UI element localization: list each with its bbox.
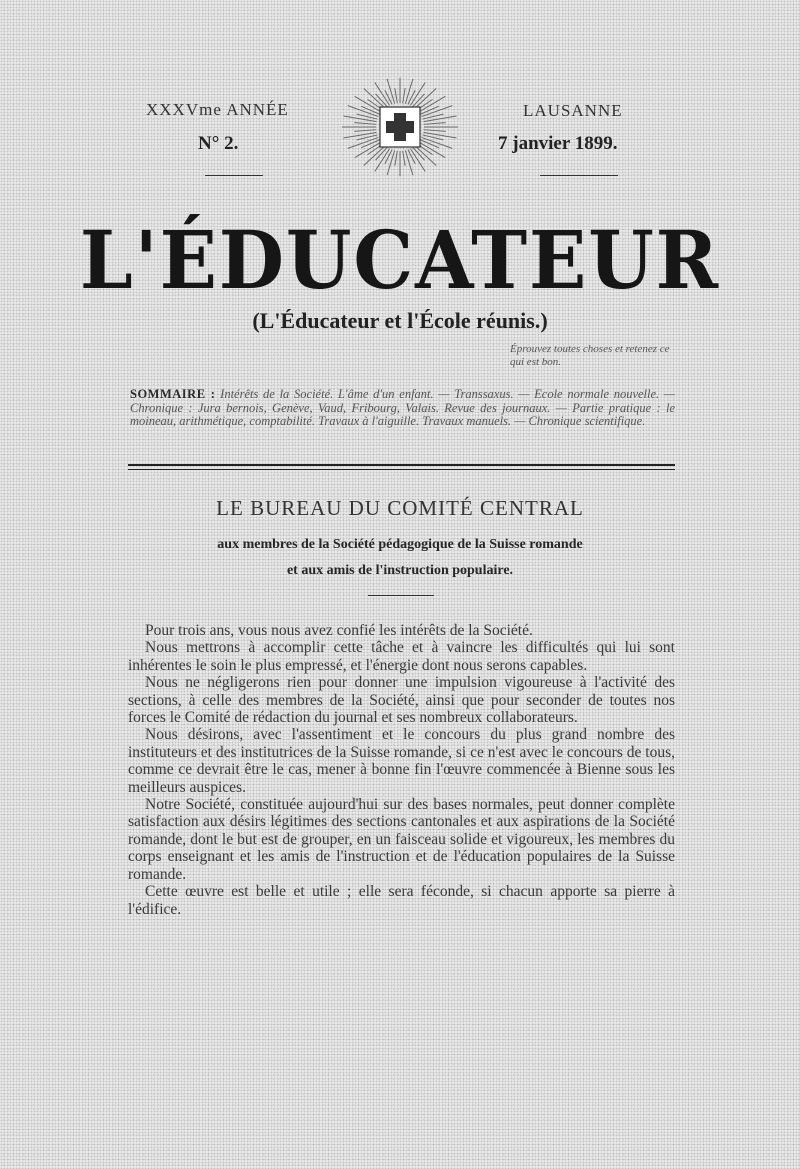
volume-year: XXXVme ANNÉE [146,100,289,119]
section-divider [128,464,675,470]
swiss-cross-sunburst-icon [330,68,470,188]
issue-date: 7 janvier 1899. [498,133,618,154]
article-heading: LE BUREAU DU COMITÉ CENTRAL [216,496,584,520]
paragraph: Nous ne négligerons rien pour donner une impulsion vigoureuse à l'activité des sections, à celle des membres de la Société, ainsi que pour seconder de toutes nos forces le Comité de rédaction du journal et ses nombreux collaborateurs. [128,674,675,727]
article-subheading-line-2: et aux amis de l'instruction populaire. [286,563,514,578]
newspaper-subtitle: (L'Éducateur et l'École réunis.) [252,308,548,333]
sommaire-items: Intérêts de la Société. L'âme d'un enfant. — Transsaxus. — Ecole normale nouvelle. — Chronique : Jura bernois, Genève, Vaud, Fribourg, Valais. Revue des journaux. — Partie pratique : le moineau, arithmétique, comptabilité. Travaux à l'aiguille. Travaux manuels. — Chronique scientifique. [130,387,676,428]
article-rule [368,595,434,596]
table-of-contents [130,388,675,429]
paragraph: Nous mettrons à accomplir cette tâche et à vaincre les difficultés qui lui sont inhérentes le soin le plus empressé, et l'énergie dont nous serons capables. [128,639,675,674]
sommaire-label: SOMMAIRE : [130,387,216,401]
paragraph: Pour trois ans, vous nous avez confié les intérêts de la Société. [145,622,533,639]
newspaper-title: L'ÉDUCATEUR [79,213,721,307]
paragraph: Nous désirons, avec l'assentiment et le concours du plus grand nombre des instituteurs et des institutrices de la Suisse romande, si ce n'est avec le concours de tous, comme ce devrait être le cas, mener à bonne fin l'œuvre commencée à Bienne sous les meilleurs auspices. [128,726,675,796]
publication-city: LAUSANNE [523,101,623,120]
paragraph: Notre Société, constituée aujourd'hui sur des bases normales, peut donner complète satisfaction aux désirs légitimes des sections cantonales et aux aspirations de la Société romande, dont le but est de grouper, en un faisceau solide et vigoureux, les membres du corps enseignant et les amis de l'instruction et de l'éducation populaires de la Suisse romande. [128,796,675,883]
paragraph: Cette œuvre est belle et utile ; elle sera féconde, si chacun apporte sa pierre à l'édifice. [128,883,675,918]
masthead-rule-left [205,175,263,176]
issue-number: N° 2. [198,133,239,154]
masthead-rule-right [540,175,618,176]
article-body [128,622,675,918]
motto: Éprouvez toutes choses et retenez ce qui est bon. [510,343,670,368]
article-subheading-line-1: aux membres de la Société pédagogique de la Suisse romande [217,537,583,552]
